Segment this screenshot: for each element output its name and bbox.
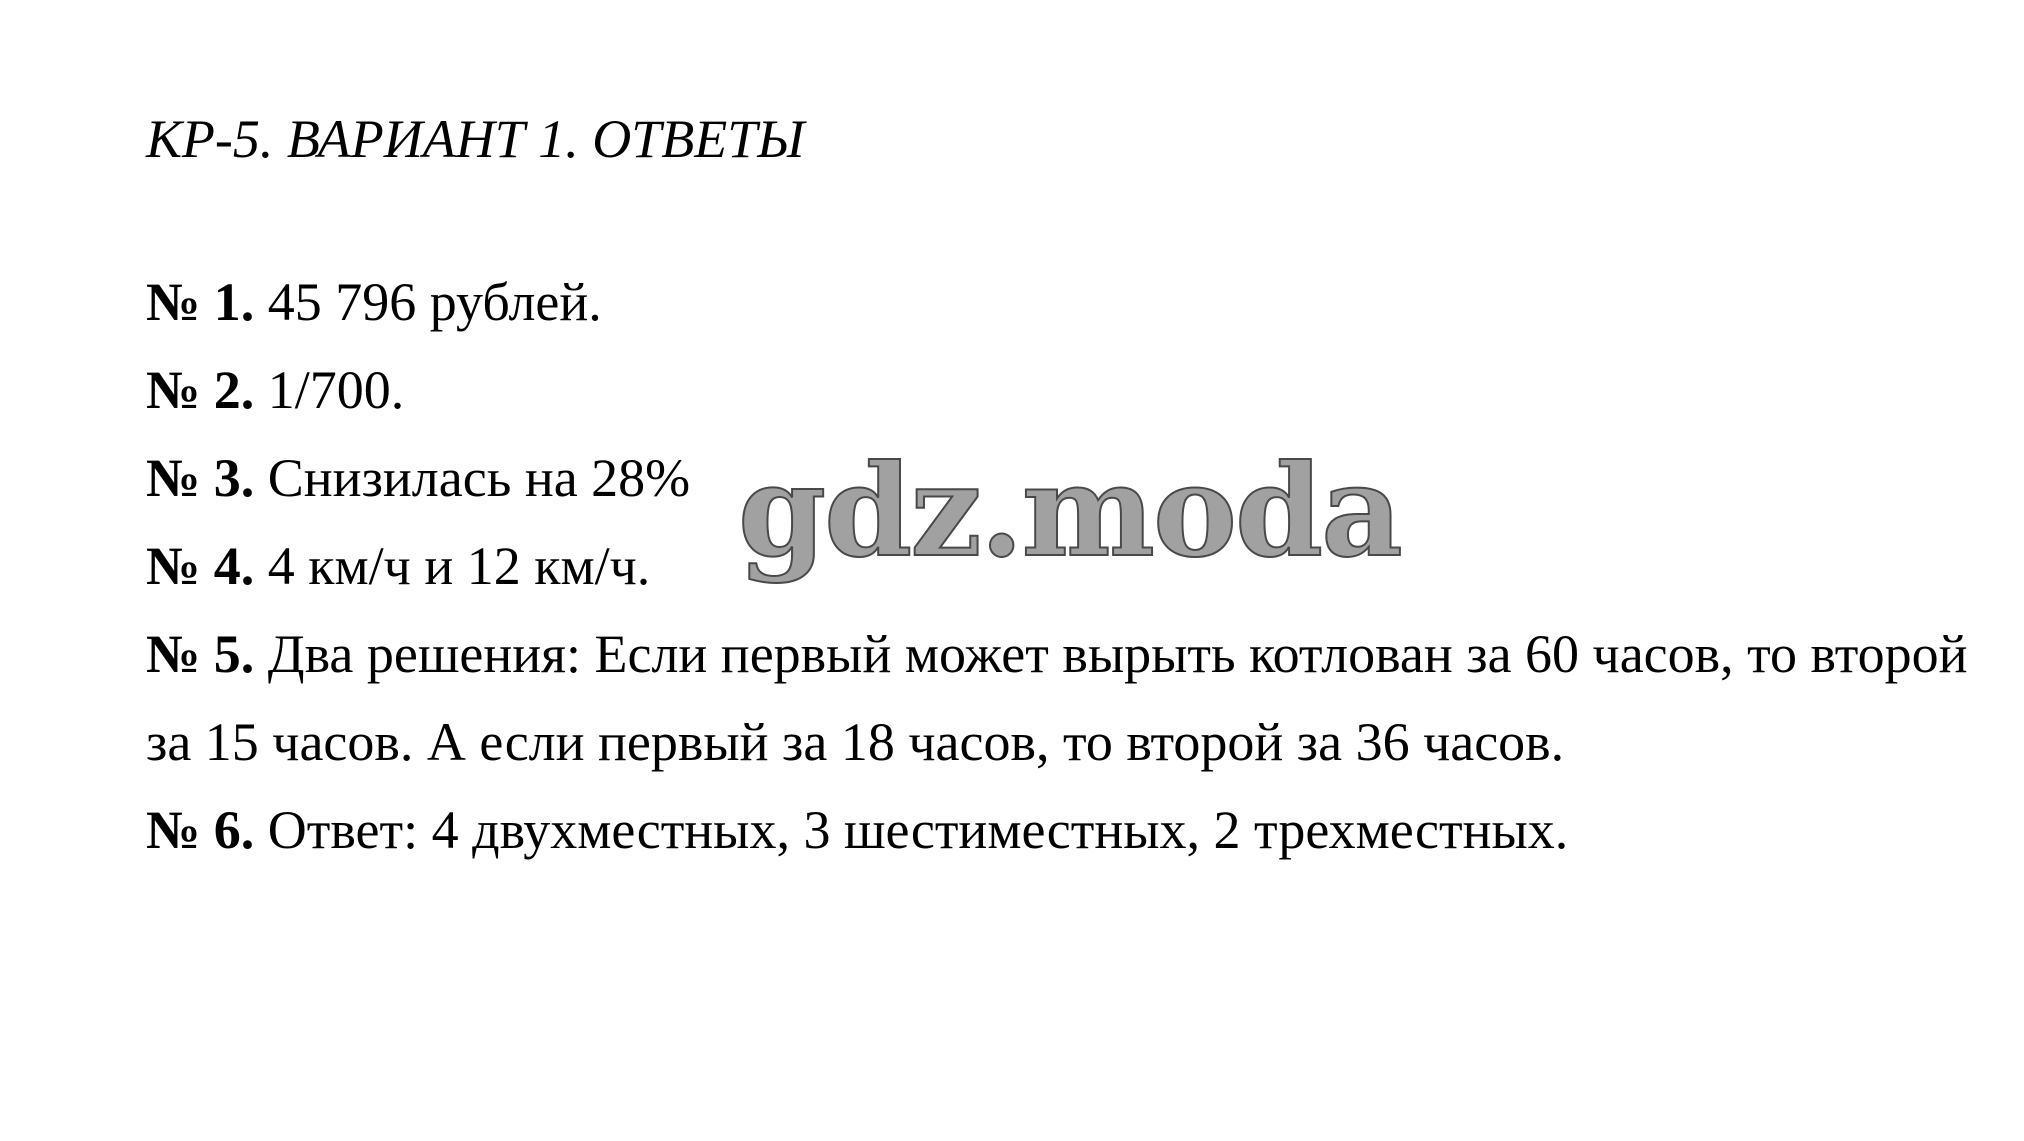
answer-text: 4 км/ч и 12 км/ч. <box>267 536 651 596</box>
answer-6 <box>146 786 1986 874</box>
answer-text: 1/700. <box>267 360 405 420</box>
answer-number: № 5. <box>146 624 255 684</box>
answer-5 <box>146 610 1986 786</box>
answer-text: Ответ: 4 двухместных, 3 шестиместных, 2 трехместных. <box>267 800 1569 860</box>
answer-text: Два решения: Если первый может вырыть котлован за 60 часов, то второй за 15 часов. А если первый за 18 часов, то второй за 36 часов. <box>146 624 1968 772</box>
answer-number: № 3. <box>146 448 255 508</box>
answer-number: № 1. <box>146 272 255 332</box>
watermark-logo: gdz.moda <box>738 437 1401 585</box>
answer-text: 45 796 рублей. <box>267 272 602 332</box>
answer-number: № 2. <box>146 360 255 420</box>
answer-1 <box>146 258 1986 346</box>
page-title: КР-5. ВАРИАНТ 1. ОТВЕТЫ <box>146 109 805 169</box>
answer-2 <box>146 346 1986 434</box>
answer-text: Снизилась на 28% <box>267 448 691 508</box>
answer-number: № 4. <box>146 536 255 596</box>
answer-number: № 6. <box>146 800 255 860</box>
